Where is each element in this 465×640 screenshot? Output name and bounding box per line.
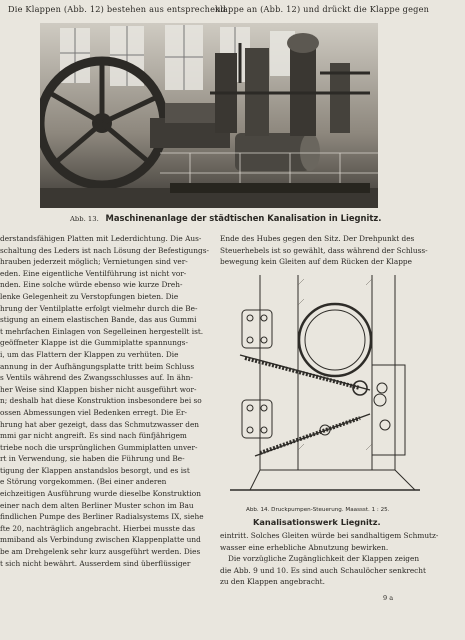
text-line: zu den Klappen angebracht. — [220, 577, 325, 587]
text-line: Ende des Hubes gegen den Sitz. Der Drehpunkt des — [220, 234, 415, 243]
figure-13-caption — [70, 213, 390, 224]
page-number: 9 a — [383, 594, 394, 602]
left-text-column — [0, 233, 210, 569]
text-line: triebe noch die ursprünglichen Gummiplatten unver- — [0, 442, 198, 452]
text-line: mmi gar nicht angreift. Es sind nach fünfjährigem — [0, 431, 187, 441]
pump-control-drawing — [220, 270, 425, 505]
text-line: rt in Verwendung, sie haben die Führung und Be- — [0, 454, 185, 464]
text-line: findlichen Pumpe des Berliner Radialsystems IX, siehe — [0, 512, 204, 522]
text-line: mmiband als Verbindung zwischen Klappenplatte und — [0, 535, 201, 545]
machine-hall-photo-illustration — [40, 23, 378, 208]
text-line: her Weise sind Klappen bisher nicht ausgeführt wor- — [0, 384, 197, 394]
text-line: schaltung des Leders ist nach Lösung der Befestigungs- — [0, 245, 209, 255]
text-line: n; deshalb hat diese Konstruktion insbesondere bei so — [0, 396, 202, 406]
text-line: bewegung kein Gleiten auf dem Rücken der Klappe — [220, 257, 412, 267]
header-left-line: Die Klappen (Abb. 12) bestehen aus entsprechend — [8, 4, 227, 14]
right-text-column-bottom — [220, 530, 439, 588]
text-line: geöffneter Klappe ist die Gummiplatte spannungs- — [0, 338, 188, 348]
pump-control-technical-drawing — [220, 270, 425, 505]
text-line: eintritt. Solches Gleiten würde bei sandhaltigem Schmutz- — [220, 531, 439, 540]
text-line: t mehrfachen Einlagen von Segelleinen hergestellt ist. — [0, 326, 204, 336]
text-line: be am Drehgelenk sehr kurz ausgeführt werden. Dies — [0, 547, 201, 557]
text-line: t sich nicht bewährt. Ausserdem sind überflüssiger — [0, 558, 191, 568]
text-line: Die vorzügliche Zugänglichkeit der Klappen zeigen — [228, 554, 420, 564]
text-line: derstandsfähigen Platten mit Lederdichtung. Die Aus- — [0, 234, 202, 243]
figure-14-label: Abb. 14. Druckpumpen-Steuerung. Maassst. 1 : 25. — [246, 507, 390, 513]
text-line: tigung der Klappen anstandslos besorgt, und es ist — [0, 465, 190, 475]
header-right-line: klappe an (Abb. 12) und drückt die Klappe gegen — [215, 4, 430, 14]
text-line: hrung der Ventilplatte erfolgt vielmehr durch die Be- — [0, 303, 198, 313]
text-line: eichzeitigen Ausführung wurde dieselbe Konstruktion — [0, 489, 201, 499]
text-line: Steuerhebels ist so gewählt, dass während der Schluss- — [220, 245, 428, 255]
machine-hall-photo — [40, 23, 378, 208]
text-line: e Störung vorgekommen. (Bei einer anderen — [0, 477, 167, 487]
text-line: nden. Eine solche würde ebenso wie kurze Dreh- — [0, 280, 183, 290]
text-line: wasser eine erhebliche Abnutzung bewirken. — [220, 542, 389, 552]
text-line: die Abb. 9 und 10. Es sind auch Schaulöcher senkrecht — [220, 565, 426, 575]
text-line: i, um das Flattern der Klappen zu verhüten. Die — [0, 349, 179, 359]
text-line: ossen Abmessungen viel Bedenken erregt. Die Er- — [0, 407, 188, 417]
text-line: fte 20, nachträglich angebracht. Hierbei musste das — [0, 523, 195, 533]
text-line: s Ventils während des Zwangsschlusses auf. In ähn- — [0, 373, 193, 383]
figure-13-label: Abb. 13. — [70, 215, 99, 223]
text-line: einer nach dem alten Berliner Muster schon im Bau — [0, 500, 194, 510]
text-line: hrauben jederzeit möglich; Vernietungen sind ver- — [0, 257, 188, 267]
right-text-column-top — [220, 233, 430, 268]
text-line: stigung an einem elastischen Bande, das aus Gummi — [0, 315, 197, 325]
figure-13-title: Maschinenanlage der städtischen Kanalisation in Liegnitz. — [105, 213, 382, 223]
text-line: annung in der Aufhängungsplatte tritt beim Schluss — [0, 361, 195, 371]
figure-14-title: Kanalisationswerk Liegnitz. — [253, 517, 381, 527]
text-line: lenke Gelegenheit zu Verstopfungen bieten. Die — [0, 291, 179, 301]
text-line: eden. Eine eigentliche Ventilführung ist nicht vor- — [0, 268, 187, 278]
text-line: hrung hat aber gezeigt, dass das Schmutzwasser den — [0, 419, 200, 429]
